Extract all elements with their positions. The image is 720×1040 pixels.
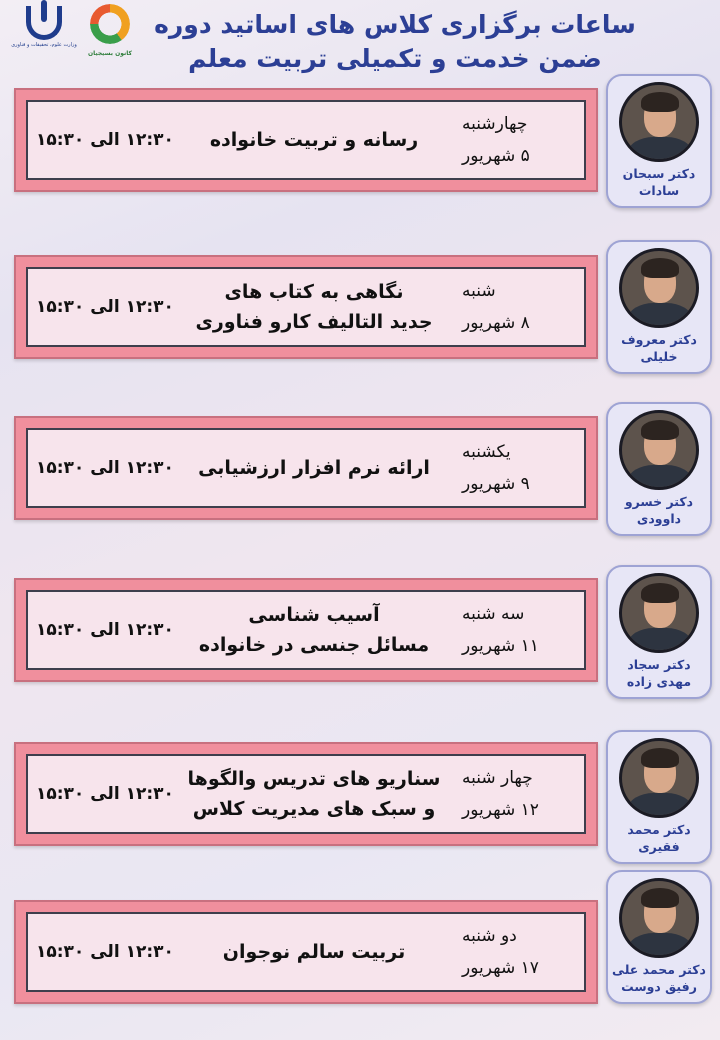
session-date: [462, 756, 572, 832]
session-topic: [174, 592, 454, 668]
session-topic-line-1: رسانه و تربیت خانواده: [209, 129, 419, 151]
session-row: [0, 240, 720, 400]
teacher-name-line-1: دکتر معروف: [621, 332, 697, 347]
session-row: [0, 730, 720, 890]
ministry-logo-text: وزارت علوم، تحقیقات و فناوری: [11, 42, 77, 48]
session-topic: [174, 430, 454, 506]
session-topic: [174, 756, 454, 832]
session-day-date: ۱۷ شهریور: [462, 958, 539, 978]
teacher-name: [621, 331, 697, 365]
teacher-name-line-2: داوودی: [636, 511, 682, 526]
teacher-photo: [619, 738, 699, 818]
teacher-photo: [619, 248, 699, 328]
session-day: سه شنبه: [462, 604, 525, 624]
session-date: [462, 269, 572, 345]
teacher-photo: [619, 573, 699, 653]
teacher-photo: [619, 410, 699, 490]
teacher-card: [606, 730, 712, 864]
teacher-name: [623, 165, 696, 199]
session-card: [14, 742, 598, 846]
teacher-name: [627, 656, 691, 690]
session-date: [462, 914, 572, 990]
session-topic-line-1: تربیت سالم نوجوان: [222, 941, 406, 963]
teacher-photo: [619, 878, 699, 958]
teacher-name-line-2: سادات: [638, 183, 680, 198]
teacher-card: [606, 402, 712, 536]
session-time: ۱۲:۳۰ الی ۱۵:۳۰: [36, 620, 174, 640]
session-day: دو شنبه: [462, 926, 517, 946]
session-day-date: ۱۱ شهریور: [462, 636, 539, 656]
teacher-name-line-1: دکتر خسرو: [624, 494, 694, 509]
teacher-name-line-2: خلیلی: [640, 349, 678, 364]
basij-logo: [86, 4, 134, 76]
session-card: [14, 88, 598, 192]
session-time: ۱۲:۳۰ الی ۱۵:۳۰: [36, 942, 174, 962]
session-day: چهار شنبه: [462, 768, 533, 788]
session-card: [14, 255, 598, 359]
ministry-logo: [8, 6, 80, 78]
basij-logo-text: کانون بسیجیان: [88, 50, 132, 57]
session-card: [14, 900, 598, 1004]
session-topic: [174, 102, 454, 178]
teacher-name-line-2: فقیری: [638, 839, 680, 854]
teacher-photo-hair: [641, 583, 679, 603]
session-time: ۱۲:۳۰ الی ۱۵:۳۰: [36, 458, 174, 478]
teacher-card: [606, 74, 712, 208]
teacher-name-line-1: دکتر سجاد: [627, 657, 691, 672]
session-topic-line-2: جدید التالیف کارو فناوری: [195, 311, 433, 333]
teacher-photo-body: [628, 933, 692, 958]
teacher-photo-body: [628, 137, 692, 162]
teacher-name-line-1: دکتر محمد: [627, 822, 691, 837]
title-line-1: ساعات برگزاری کلاس های اساتید دوره: [154, 10, 636, 39]
ministry-emblem-icon: [26, 6, 62, 40]
session-row: [0, 74, 720, 234]
session-day: چهارشنبه: [462, 114, 528, 134]
session-topic: [174, 914, 454, 990]
session-topic: [174, 269, 454, 345]
session-topic-line-2: مسائل جنسی در خانواده: [198, 634, 430, 656]
teacher-photo: [619, 82, 699, 162]
teacher-name: [627, 821, 690, 855]
teacher-name-line-2: مهدی زاده: [626, 674, 692, 689]
teacher-name: [625, 493, 693, 527]
session-card-inner: [26, 912, 586, 992]
teacher-photo-body: [628, 465, 692, 490]
session-day: شنبه: [462, 281, 496, 301]
teacher-name: [612, 961, 706, 995]
session-date: [462, 430, 572, 506]
session-day: یکشنبه: [462, 442, 511, 462]
teacher-card: [606, 870, 712, 1004]
session-day-date: ۹ شهریور: [462, 474, 530, 494]
teacher-name-line-1: دکتر سبحان: [622, 166, 696, 181]
teacher-name-line-1: دکتر محمد علی: [612, 962, 706, 977]
session-card-inner: [26, 267, 586, 347]
teacher-photo-hair: [641, 258, 679, 278]
session-row: [0, 402, 720, 562]
teacher-photo-hair: [641, 92, 679, 112]
session-day-date: ۸ شهریور: [462, 313, 530, 333]
teacher-photo-hair: [641, 420, 679, 440]
session-date: [462, 592, 572, 668]
page-title: [150, 8, 640, 76]
session-date: [462, 102, 572, 178]
session-topic-line-1: ارائه نرم افزار ارزشیابی: [198, 457, 430, 479]
session-topic-line-1: سناریو های تدریس والگوها: [187, 768, 441, 790]
session-time: ۱۲:۳۰ الی ۱۵:۳۰: [36, 130, 174, 150]
session-day-date: ۱۲ شهریور: [462, 800, 539, 820]
session-time: ۱۲:۳۰ الی ۱۵:۳۰: [36, 784, 174, 804]
teacher-photo-body: [628, 303, 692, 328]
session-row: [0, 565, 720, 725]
session-card: [14, 416, 598, 520]
session-card-inner: [26, 754, 586, 834]
teacher-photo-hair: [641, 748, 679, 768]
teacher-photo-body: [628, 793, 692, 818]
session-time: ۱۲:۳۰ الی ۱۵:۳۰: [36, 297, 174, 317]
teacher-photo-hair: [641, 888, 679, 908]
session-card-inner: [26, 428, 586, 508]
session-topic-line-1: نگاهی به کتاب های: [224, 281, 404, 303]
session-day-date: ۵ شهریور: [462, 146, 530, 166]
teacher-card: [606, 565, 712, 699]
teacher-photo-body: [628, 628, 692, 653]
session-card-inner: [26, 100, 586, 180]
session-topic-line-1: آسیب شناسی: [248, 604, 380, 626]
session-row: [0, 870, 720, 1030]
session-topic-line-2: و سبک های مدیریت کلاس: [192, 798, 436, 820]
basij-emblem-icon: [90, 4, 130, 44]
teacher-name-line-2: رفیق دوست: [621, 979, 697, 994]
session-card-inner: [26, 590, 586, 670]
teacher-card: [606, 240, 712, 374]
session-card: [14, 578, 598, 682]
title-line-2: ضمن خدمت و تکمیلی تربیت معلم: [188, 44, 602, 73]
